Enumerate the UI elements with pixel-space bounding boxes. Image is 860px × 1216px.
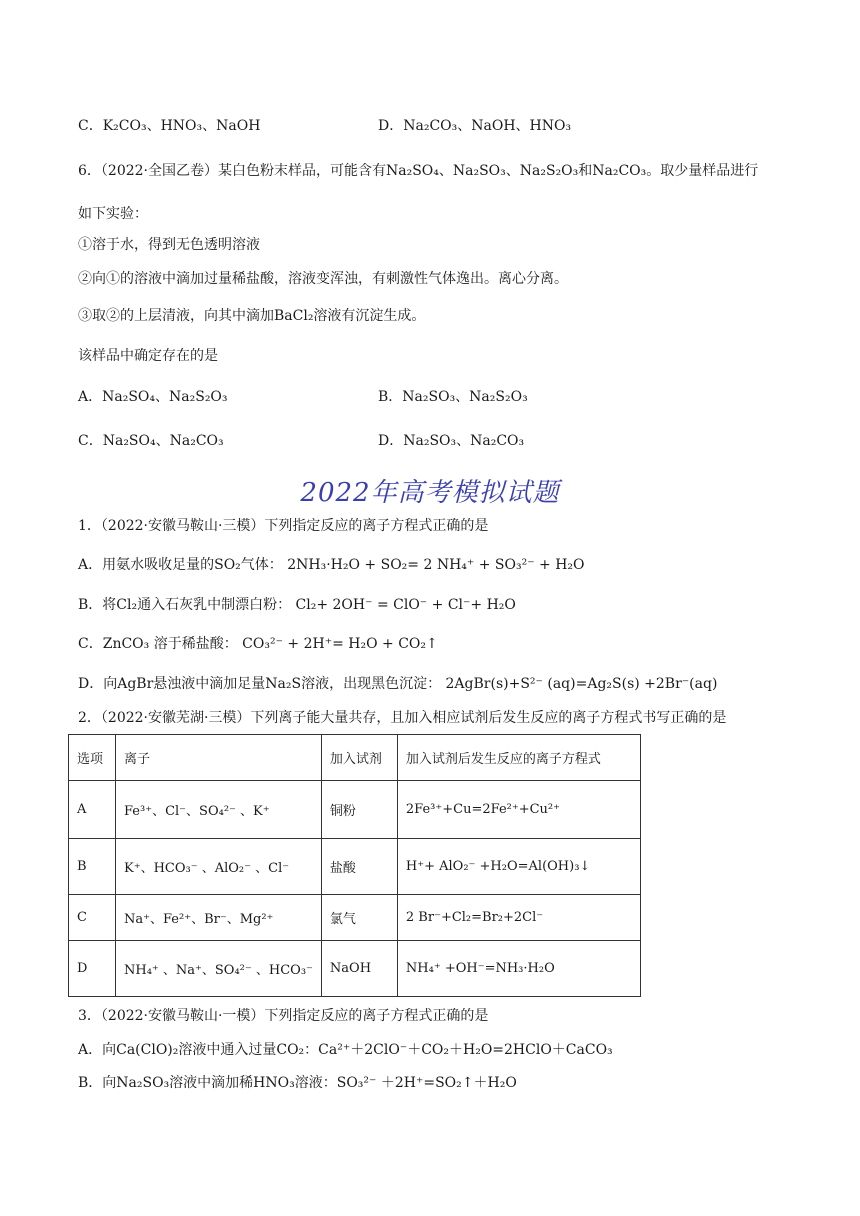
table-row bbox=[69, 839, 641, 895]
q6-step3: ③取②的上层清液，向其中滴加BaCl₂溶液有沉淀生成。 bbox=[78, 308, 426, 324]
row-label: C bbox=[69, 895, 116, 941]
m1-option-a: A．用氨水吸收足量的SO₂气体： 2NH₃·H₂O + SO₂= 2 NH₄⁺ + SO₃²⁻ + H₂O bbox=[78, 557, 585, 573]
row-ions: NH₄⁺ 、Na⁺、SO₄²⁻ 、HCO₃⁻ bbox=[116, 941, 322, 997]
table-header-row bbox=[69, 735, 641, 781]
q6-option-a: A．Na₂SO₄、Na₂S₂O₃ bbox=[78, 389, 228, 405]
row-reagent: 氯气 bbox=[321, 895, 397, 941]
q5-option-d: D．Na₂CO₃、NaOH、HNO₃ bbox=[378, 118, 572, 134]
m1-option-b: B．将Cl₂通入石灰乳中制漂白粉： Cl₂+ 2OH⁻ = ClO⁻ + Cl⁻+ H₂O bbox=[78, 597, 516, 613]
q6-question: 该样品中确定存在的是 bbox=[78, 348, 218, 364]
q6-option-b: B．Na₂SO₃、Na₂S₂O₃ bbox=[378, 389, 528, 405]
q5-option-row bbox=[78, 116, 572, 136]
q6-stem-line1: 6．（2022·全国乙卷）某白色粉末样品，可能含有Na₂SO₄、Na₂SO₃、Na₂S₂O₃和Na₂CO₃。取少量样品进行 bbox=[78, 163, 759, 179]
m2-stem: 2．（2022·安徽芜湖·三模）下列离子能大量共存，且加入相应试剂后发生反应的离子方程式书写正确的是 bbox=[78, 710, 727, 726]
row-reagent: NaOH bbox=[321, 941, 397, 997]
m3-option-a: A．向Ca(ClO)₂溶液中通入过量CO₂：Ca²⁺＋2ClO⁻＋CO₂＋H₂O=2HClO＋CaCO₃ bbox=[78, 1042, 613, 1058]
m1-option-c: C．ZnCO₃ 溶于稀盐酸： CO₃²⁻ + 2H⁺= H₂O + CO₂↑ bbox=[78, 636, 438, 652]
section-title: 2022年高考模拟试题 bbox=[300, 478, 560, 508]
row-label: D bbox=[69, 941, 116, 997]
row-reagent: 盐酸 bbox=[321, 839, 397, 895]
header-cell: 加入试剂后发生反应的离子方程式 bbox=[397, 735, 640, 781]
row-equation: 2 Br⁻+Cl₂=Br₂+2Cl⁻ bbox=[397, 895, 640, 941]
q5-option-c: C．K₂CO₃、HNO₃、NaOH bbox=[78, 118, 261, 134]
table-row bbox=[69, 781, 641, 839]
row-ions: K⁺、HCO₃⁻ 、AlO₂⁻ 、Cl⁻ bbox=[116, 839, 322, 895]
q6-option-c: C．Na₂SO₄、Na₂CO₃ bbox=[78, 433, 224, 449]
q6-option-d: D．Na₂SO₃、Na₂CO₃ bbox=[378, 433, 525, 449]
m2-table bbox=[68, 734, 641, 997]
row-equation: NH₄⁺ +OH⁻=NH₃·H₂O bbox=[397, 941, 640, 997]
row-ions: Fe³⁺、Cl⁻、SO₄²⁻ 、K⁺ bbox=[116, 781, 322, 839]
m1-option-d: D．向AgBr悬浊液中滴加足量Na₂S溶液，出现黑色沉淀： 2AgBr(s)+S²⁻ (aq)=Ag₂S(s) +2Br⁻(aq) bbox=[78, 676, 718, 692]
q6-step2: ②向①的溶液中滴加过量稀盐酸，溶液变浑浊，有刺激性气体逸出。离心分离。 bbox=[78, 271, 568, 287]
q6-options-cd bbox=[78, 431, 525, 451]
row-equation: H⁺+ AlO₂⁻ +H₂O=Al(OH)₃↓ bbox=[397, 839, 640, 895]
header-cell: 选项 bbox=[69, 735, 116, 781]
m3-option-b: B．向Na₂SO₃溶液中滴加稀HNO₃溶液：SO₃²⁻ ＋2H⁺=SO₂↑＋H₂O bbox=[78, 1075, 517, 1091]
table-row bbox=[69, 895, 641, 941]
header-cell: 加入试剂 bbox=[321, 735, 397, 781]
row-equation: 2Fe³⁺+Cu=2Fe²⁺+Cu²⁺ bbox=[397, 781, 640, 839]
row-ions: Na⁺、Fe²⁺、Br⁻、Mg²⁺ bbox=[116, 895, 322, 941]
m1-stem: 1．（2022·安徽马鞍山·三模）下列指定反应的离子方程式正确的是 bbox=[78, 518, 489, 534]
m3-stem: 3．（2022·安徽马鞍山·一模）下列指定反应的离子方程式正确的是 bbox=[78, 1008, 489, 1024]
row-label: A bbox=[69, 781, 116, 839]
q6-step1: ①溶于水，得到无色透明溶液 bbox=[78, 237, 260, 253]
q6-options-ab bbox=[78, 387, 528, 407]
table-row bbox=[69, 941, 641, 997]
header-cell: 离子 bbox=[116, 735, 322, 781]
q6-stem-line2: 如下实验： bbox=[78, 206, 148, 222]
row-reagent: 铜粉 bbox=[321, 781, 397, 839]
row-label: B bbox=[69, 839, 116, 895]
